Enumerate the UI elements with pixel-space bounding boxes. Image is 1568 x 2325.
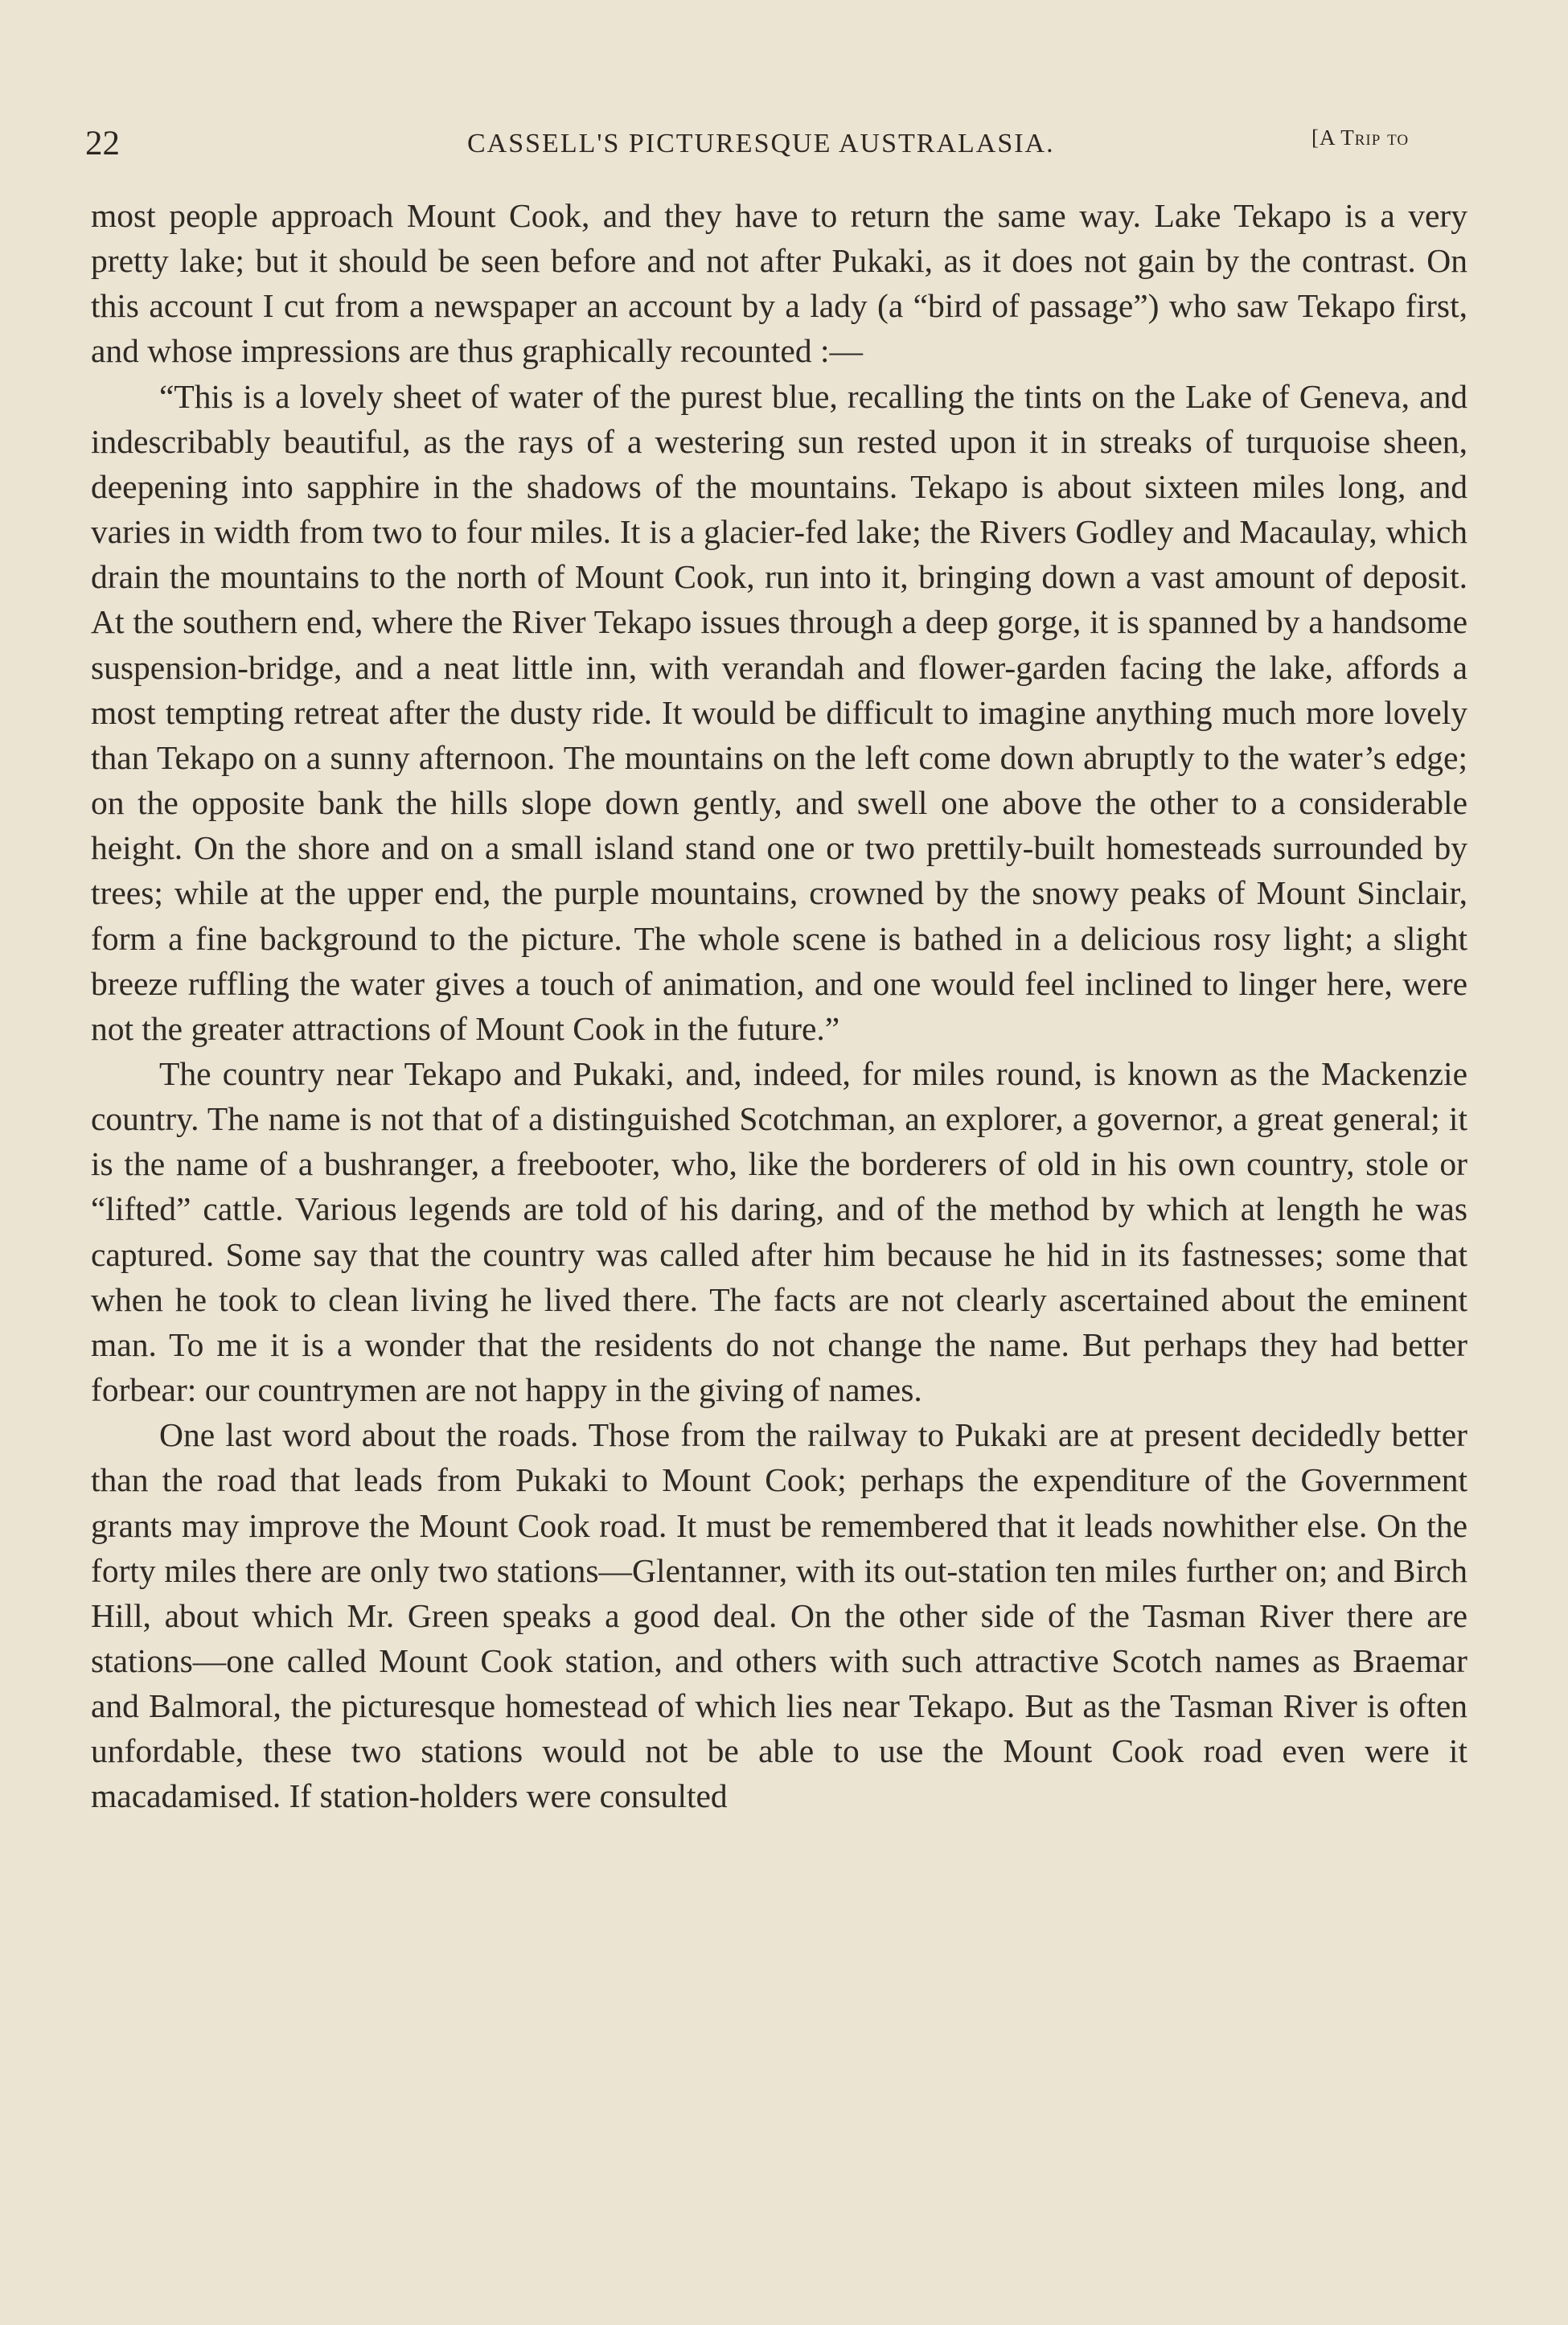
running-section-title: [A Trip to — [1311, 125, 1410, 150]
paragraph-quotation: “This is a lovely sheet of water of the purest blue, recalling the tints on the Lake of Geneva, and indescribably beautiful, as the rays of a westering sun rested upon it in streaks of turquoise sheen, deepening into sapphire in the shadows of the mountains. Tekapo is about sixteen miles long, and varies in width from two to four miles. It is a glacier-fed lake; the Rivers Godley and Macaulay, which drain the mountains to the north of Mount Cook, run into it, bringing down a vast amount of deposit. At the southern end, where the River Tekapo issues through a deep gorge, it is spanned by a handsome suspension-bridge, and a neat little inn, with verandah and flower-garden facing the lake, affords a most tempting retreat after the dusty ride. It would be difficult to imagine anything much more lovely than Tekapo on a sunny afternoon. The mountains on the left come down abruptly to the water’s edge; on the opposite bank the hills slope down gently, and swell one above the other to a considerable height. On the shore and on a small island stand one or two prettily-built homesteads surrounded by trees; while at the upper end, the purple mountains, crowned by the snowy peaks of Mount Sinclair, form a fine background to the picture. The whole scene is bathed in a delicious rosy light; a slight breeze ruffling the water gives a touch of animation, and one would feel inclined to linger here, were not the greater attractions of Mount Cook in the future.” — [91, 377, 1467, 1047]
body-text — [91, 193, 1467, 1819]
paragraph-roads: One last word about the roads. Those from the railway to Pukaki are at present decidedly better than the road that leads from Pukaki to Mount Cook; perhaps the expenditure of the Government grants may improve the Mount Cook road. It must be remembered that it leads nowhither else. On the forty miles there are only two stations—Glentanner, with its out-station ten miles further on; and Birch Hill, about which Mr. Green speaks a good deal. On the other side of the Tasman River there are stations—one called Mount Cook station, and others with such attractive Scotch names as Braemar and Balmoral, the picturesque homestead of which lies near Tekapo. But as the Tasman River is often unfordable, these two stations would not be able to use the Mount Cook road even were it macadamised. If station-holders were consulted — [91, 1416, 1467, 1815]
running-title: CASSELL'S PICTURESQUE AUSTRALASIA. — [467, 129, 1055, 158]
page-number: 22 — [85, 125, 120, 162]
running-head — [85, 122, 1431, 162]
paragraph-mackenzie-country: The country near Tekapo and Pukaki, and, indeed, for miles round, is known as the Mackenzie country. The name is not that of a distinguished Scotchman, an explorer, a governor, a great general; it is the name of a bushranger, a freebooter, who, like the borderers of old in his own country, stole or “lifted” cattle. Various legends are told of his daring, and of the method by which at length he was captured. Some say that the country was called after him because he hid in its fastnesses; some that when he took to clean living he lived there. The facts are not clearly ascertained about the eminent man. To me it is a wonder that the residents do not change the name. But perhaps they had better forbear: our countrymen are not happy in the giving of names. — [91, 1054, 1467, 1409]
paragraph-continued: most people approach Mount Cook, and they have to return the same way. Lake Tekapo is a very pretty lake; but it should be seen before and not after Pukaki, as it does not gain by the contrast. On this account I cut from a newspaper an account by a lady (a “bird of passage”) who saw Tekapo first, and whose impressions are thus graphically recounted :— — [91, 197, 1467, 370]
